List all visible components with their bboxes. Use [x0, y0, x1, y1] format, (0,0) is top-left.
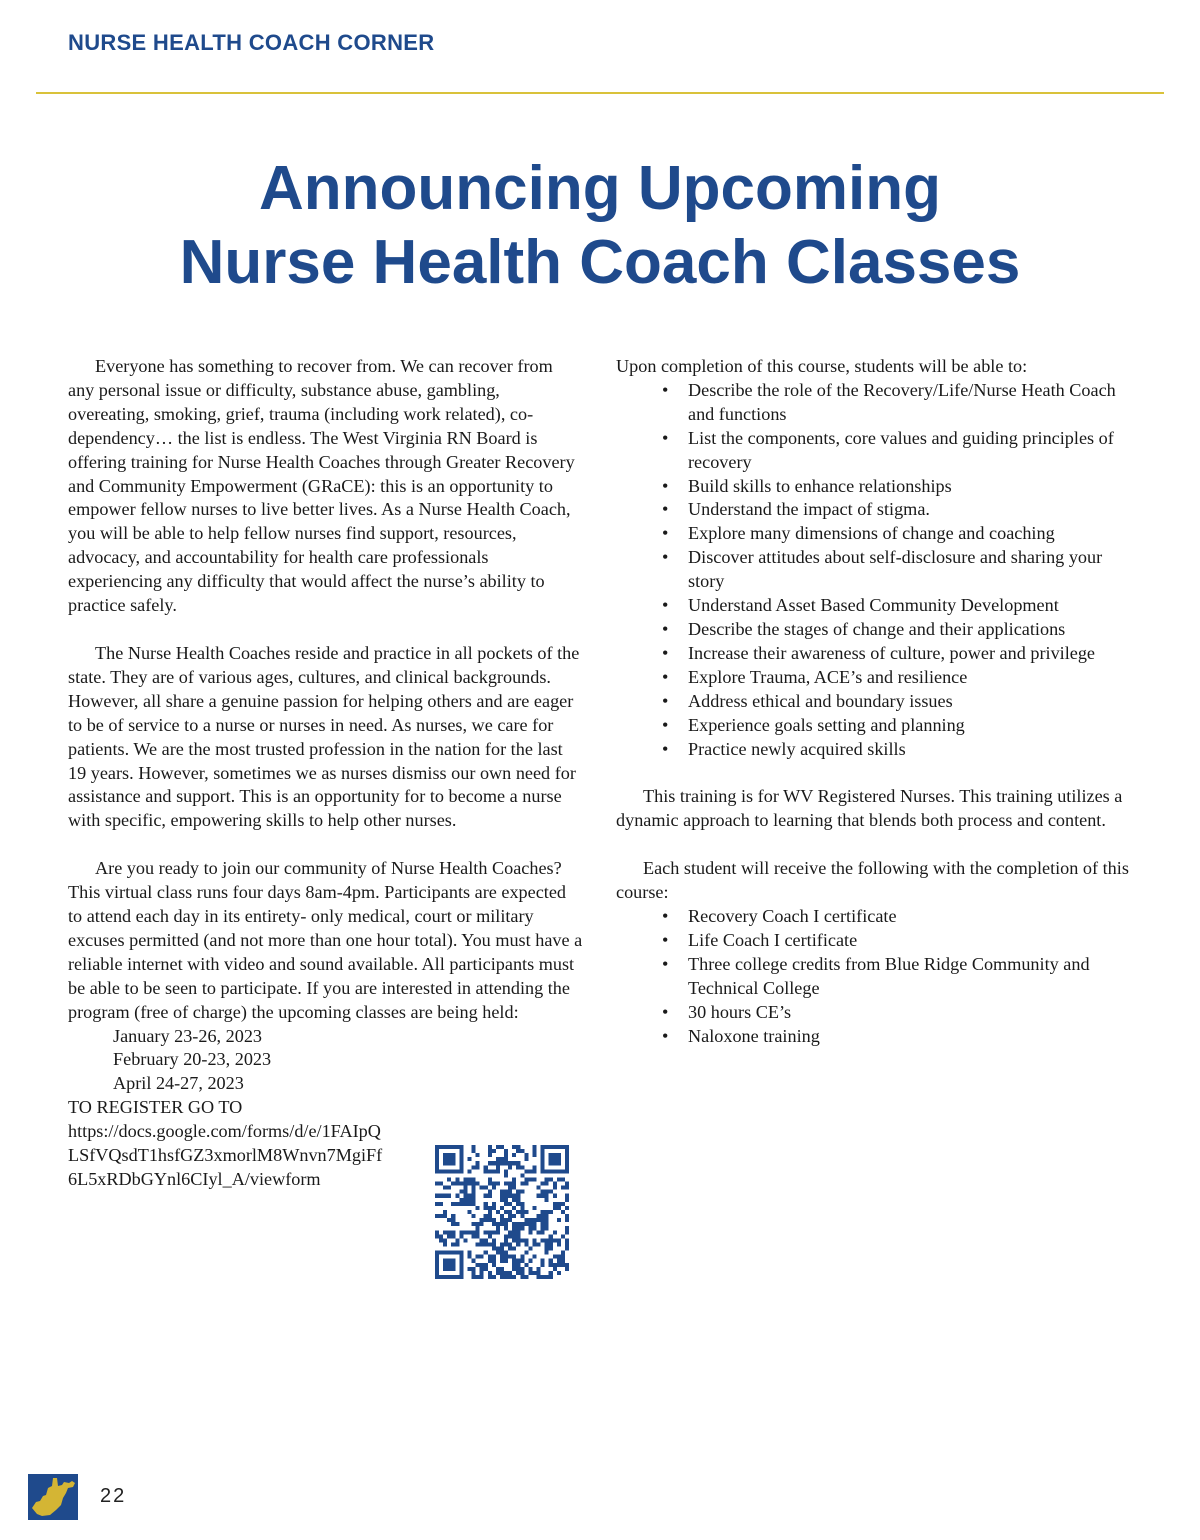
class-date: April 24-27, 2023 [113, 1073, 244, 1094]
list-item: • Describe the stages of change and their applications [688, 618, 1136, 642]
training-paragraph: This training is for WV Registered Nurses. This training utilizes a dynamic approach to learning that blends both process and content. [616, 786, 1123, 831]
title-line-2: Nurse Health Coach Classes [179, 228, 1021, 297]
title-line-1: Announcing Upcoming [259, 154, 941, 223]
list-item: • Recovery Coach I certificate [688, 905, 1136, 929]
list-item: • Describe the role of the Recovery/Life/Nurse Heath Coach and functions [688, 379, 1136, 427]
class-dates [68, 1025, 583, 1097]
objectives-intro: Upon completion of this course, students will be able to: [616, 356, 1028, 376]
header-rule [36, 92, 1164, 94]
list-item: • Life Coach I certificate [688, 929, 1136, 953]
section-header: NURSE HEALTH COACH CORNER [68, 30, 435, 55]
list-item: • Three college credits from Blue Ridge Community and Technical College [688, 953, 1136, 1001]
list-item: • Understand Asset Based Community Development [688, 594, 1136, 618]
class-details-paragraph: Are you ready to join our community of Nurse Health Coaches? This virtual class runs four days 8am-4pm. Participants are expected to attend each day in its entirety- only medical, court or military excuses permitted (and not more than one hour total). You must have a reliable internet with video and sound available. All participants must be able to be seen to participate. If you are interested in attending the program (free of charge) the upcoming classes are being held: [68, 858, 583, 1022]
list-item: • Practice newly acquired skills [688, 738, 1136, 762]
right-column [616, 355, 1136, 1048]
register-link[interactable]: https://docs.google.com/forms/d/e/1FAIpQLSfVQsdT1hsfGZ3xmorlM8Wnvn7MgiFf6L5xRDbGYnl6CIyl_A/viewform [68, 1121, 383, 1189]
objectives-list [616, 379, 1136, 762]
page-title [0, 152, 1200, 300]
page-number: 22 [100, 1485, 127, 1507]
west-virginia-state-icon [28, 1474, 78, 1520]
benefits-list [616, 905, 1136, 1048]
class-date: February 20-23, 2023 [113, 1049, 272, 1070]
left-column [68, 355, 583, 1192]
list-item: • Naloxone training [688, 1025, 1136, 1049]
registration-qr-code[interactable] [434, 1145, 570, 1279]
list-item: • Understand the impact of stigma. [688, 498, 1136, 522]
class-date: January 23-26, 2023 [113, 1025, 263, 1046]
list-item: • Increase their awareness of culture, power and privilege [688, 642, 1136, 666]
register-label: TO REGISTER GO TO [68, 1097, 243, 1118]
list-item: • Experience goals setting and planning [688, 714, 1136, 738]
intro-paragraph: Everyone has something to recover from. We can recover from any personal issue or difficulty, substance abuse, gambling, overeating, smoking, grief, trauma (including work related), co-dependency… the list is endless. The West Virginia RN Board is offering training for Nurse Health Coaches through Greater Recovery and Community Empowerment (GRaCE): this is an opportunity to empower fellow nurses to live better lives. As a Nurse Health Coach, you will be able to help fellow nurses find support, resources, advocacy, and accountability for health care professionals experiencing any difficulty that would affect the nurse’s ability to practice safely. [68, 356, 575, 616]
list-item: • 30 hours CE’s [688, 1001, 1136, 1025]
list-item: • Explore many dimensions of change and coaching [688, 522, 1136, 546]
coaches-paragraph: The Nurse Health Coaches reside and practice in all pockets of the state. They are of various ages, cultures, and clinical backgrounds. However, all share a genuine passion for helping others and are eager to be of service to a nurse or nurses in need. As nurses, we care for patients. We are the most trusted profession in the nation for the last 19 years. However, sometimes we as nurses dismiss our own need for assistance and support. This is an opportunity for to become a nurse with specific, empowering skills to help other nurses. [68, 642, 580, 831]
list-item: • List the components, core values and guiding principles of recovery [688, 427, 1136, 475]
list-item: • Explore Trauma, ACE’s and resilience [688, 666, 1136, 690]
list-item: • Build skills to enhance relationships [688, 475, 1136, 499]
list-item: • Discover attitudes about self-disclosure and sharing your story [688, 546, 1136, 594]
receive-paragraph: Each student will receive the following with the completion of this course: [616, 858, 1129, 903]
list-item: • Address ethical and boundary issues [688, 690, 1136, 714]
